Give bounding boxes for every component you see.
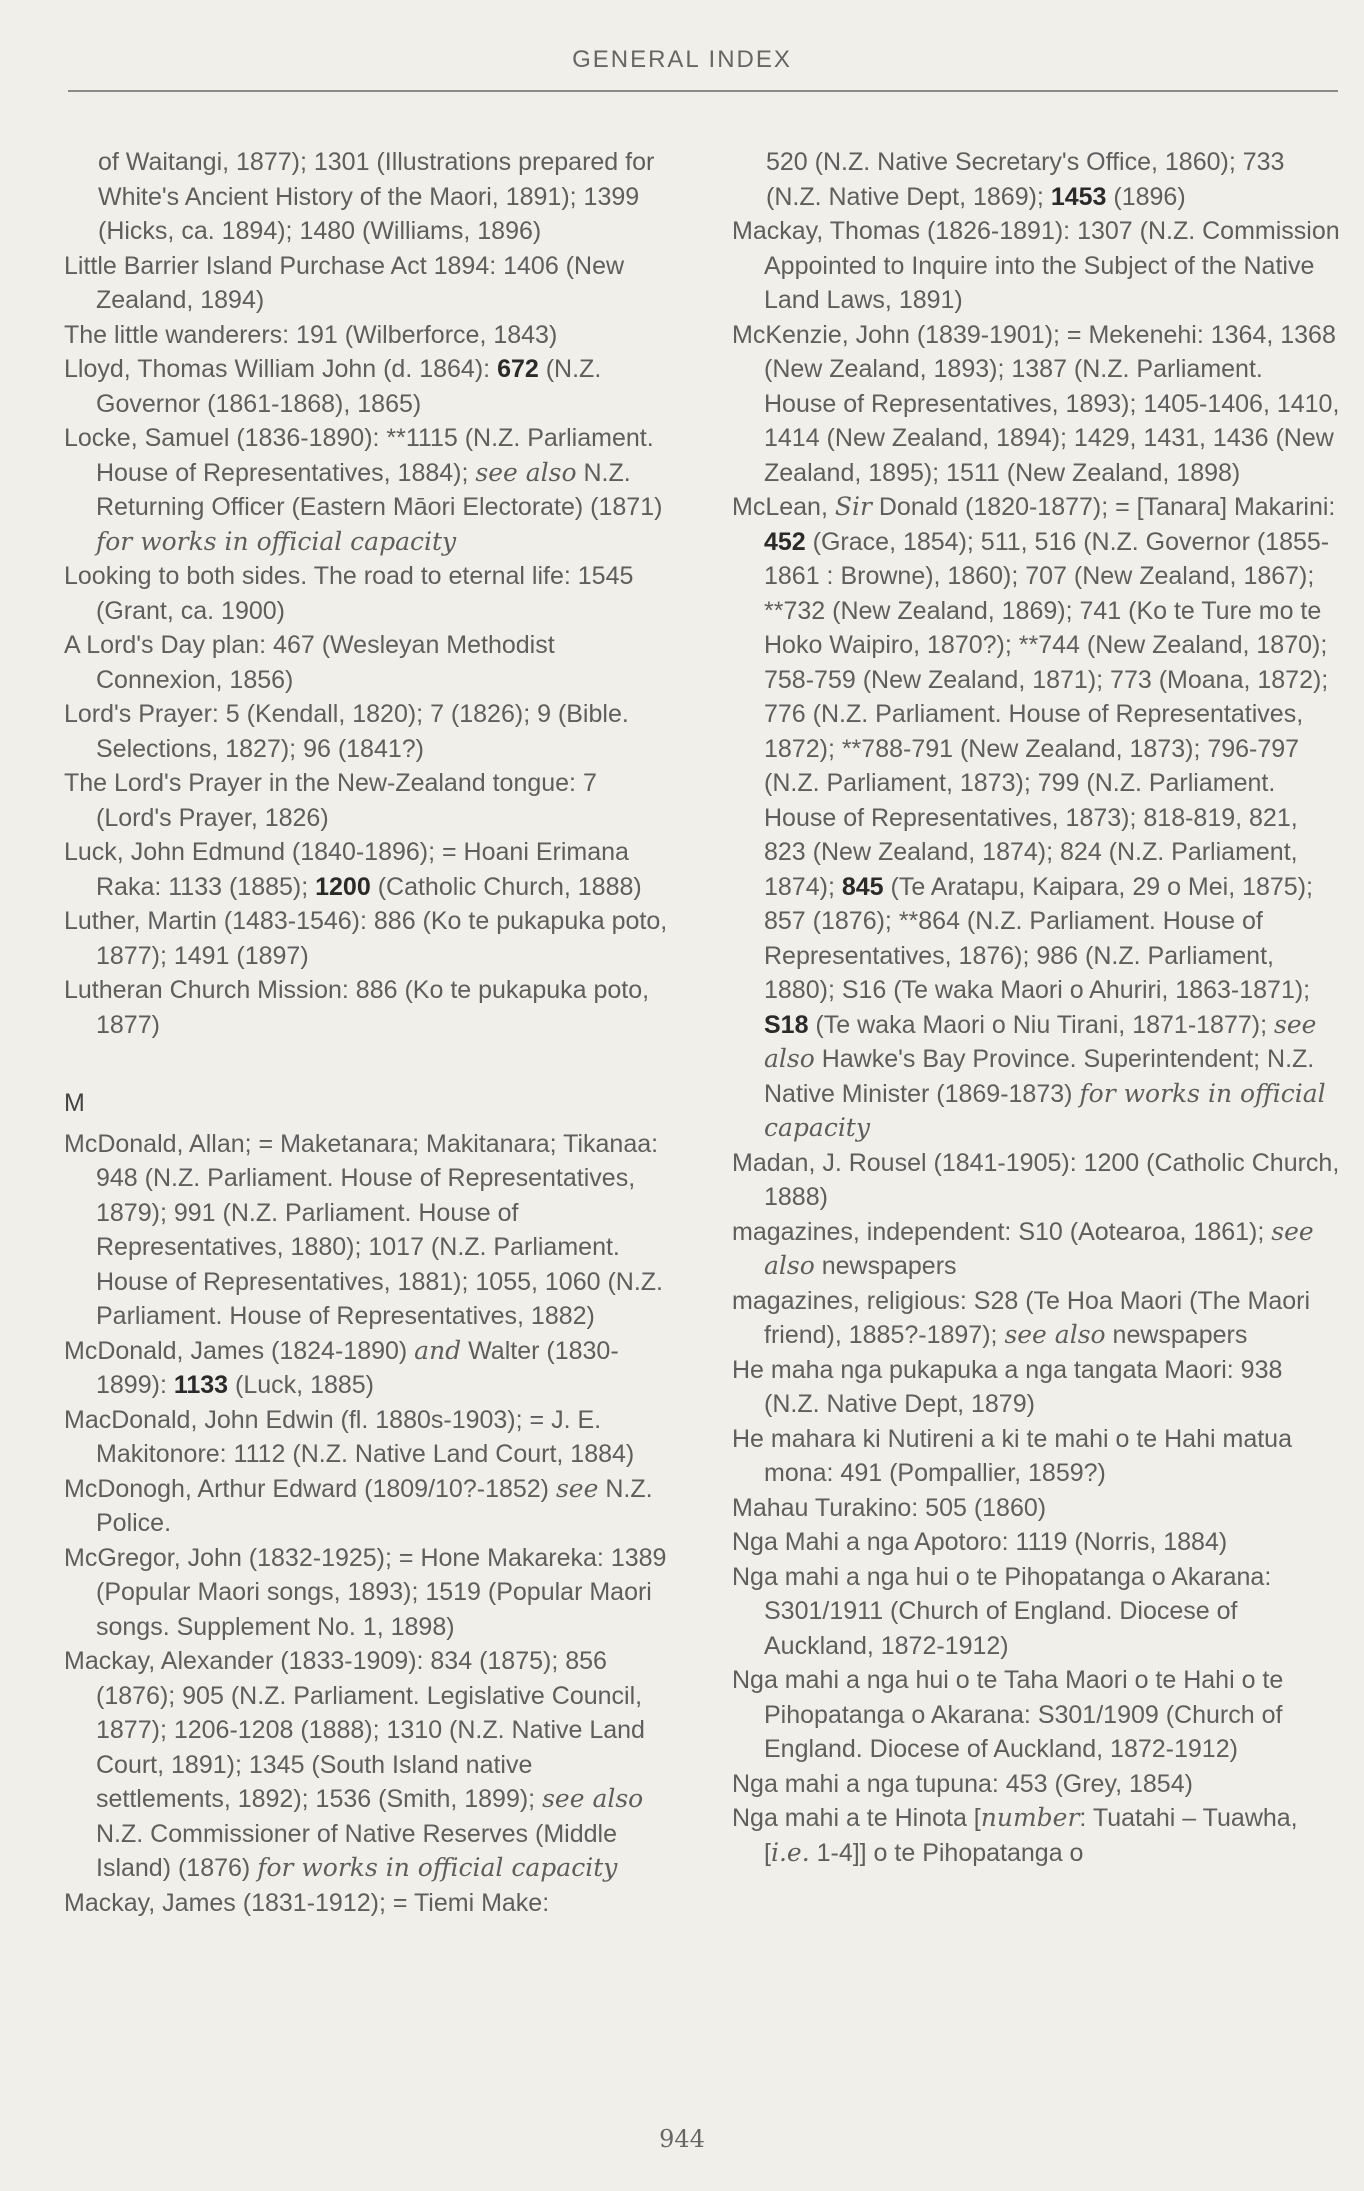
index-entry: Nga mahi a nga tupuna: 453 (Grey, 1854) bbox=[732, 1769, 1193, 1798]
index-entry-continuation: of Waitangi, 1877); 1301 (Illustrations prepared for White's Ancient History of the Maori, 1891); 1399 (Hicks, ca. 1894); 1480 (Williams, 1896) bbox=[98, 148, 655, 245]
index-entry: McDonald, Allan; = Maketanara; Makitanara; Tikanaa: 948 (N.Z. Parliament. House of Representatives, 1879); 991 (N.Z. Parliament. House of Representatives, 1880); 1017 (N.Z. Parliament. House of Representatives, 1881); 1055, 1060 (N.Z. Parliament. House of Representatives, 1882) bbox=[64, 1129, 663, 1330]
index-entry: Nga mahi a nga hui o te Taha Maori o te Hahi o te Pihopatanga o Akarana: S301/1909 (Church of England. Diocese of Auckland, 1872-1912) bbox=[732, 1666, 1284, 1763]
index-entry: Nga Mahi a nga Apotoro: 1119 (Norris, 1884) bbox=[732, 1528, 1228, 1556]
index-entry: Looking to both sides. The road to eternal life: 1545 (Grant, ca. 1900) bbox=[64, 562, 634, 625]
right-column bbox=[732, 145, 1342, 1870]
index-entry: Lord's Prayer: 5 (Kendall, 1820); 7 (1826); 9 (Bible. Selections, 1827); 96 (1841?) bbox=[64, 700, 629, 763]
index-entry: A Lord's Day plan: 467 (Wesleyan Methodist Connexion, 1856) bbox=[64, 631, 555, 694]
index-entry-continuation: 520 (N.Z. Native Secretary's Office, 1860); 733 (N.Z. Native Dept, 1869); 1453 (1896) bbox=[766, 148, 1285, 211]
index-entry: He maha nga pukapuka a nga tangata Maori: 938 (N.Z. Native Dept, 1879) bbox=[732, 1355, 1283, 1418]
section-letter: M bbox=[64, 1089, 85, 1117]
index-entry: Mackay, Thomas (1826-1891): 1307 (N.Z. Commission Appointed to Inquire into the Subject of the Native Land Laws, 1891) bbox=[732, 217, 1340, 314]
left-column bbox=[64, 145, 674, 1920]
index-entry: He mahara ki Nutireni a ki te mahi o te Hahi matua mona: 491 (Pompallier, 1859?) bbox=[732, 1424, 1292, 1487]
index-entry: MacDonald, John Edwin (fl. 1880s-1903); = J. E. Makitonore: 1112 (N.Z. Native Land Court, 1884) bbox=[64, 1405, 635, 1468]
index-entry: Lutheran Church Mission: 886 (Ko te pukapuka poto, 1877) bbox=[64, 976, 650, 1039]
index-entry: The Lord's Prayer in the New-Zealand tongue: 7 (Lord's Prayer, 1826) bbox=[64, 769, 597, 832]
index-entry: Luther, Martin (1483-1546): 886 (Ko te pukapuka poto, 1877); 1491 (1897) bbox=[64, 907, 668, 970]
index-entry: McLean, Sir Donald (1820-1877); = [Tanara] Makarini: 452 (Grace, 1854); 511, 516 (N.Z. Governor (1855-1861 : Browne), 1860); 707 (New Zealand, 1867); **732 (New Zealand, 1869); 741 (Ko te Ture mo te Hoko Waipiro, 1870?); **744 (New Zealand, 1870); 758-759 (New Zealand, 1871); 773 (Moana, 1872); 776 (N.Z. Parliament. House of Representatives, 1872); **788-791 (New Zealand, 1873); 796-797 (N.Z. Parliament, 1873); 799 (N.Z. Parliament. House of Representatives, 1873); 818-819, 821, 823 (New Zealand, 1874); 824 (N.Z. Parliament, 1874); 845 (Te Aratapu, Kaipara, 29 o Mei, 1875); 857 (1876); **864 (N.Z. Parliament. House of Representatives, 1876); 986 (N.Z. Parliament, 1880); S16 (Te waka Maori o Ahuriri, 1863-1871); S18 (Te waka Maori o Niu Tirani, 1871-1877); see also Hawke's Bay Province. Superintendent; N.Z. Native Minister (1869-1873) for works in official capacity bbox=[732, 492, 1336, 1142]
index-entry: McDonogh, Arthur Edward (1809/10?-1852) see N.Z. Police. bbox=[64, 1473, 653, 1537]
index-entry: Nga mahi a nga hui o te Pihopatanga o Akarana: S301/1911 (Church of England. Diocese of Auckland, 1872-1912) bbox=[732, 1562, 1272, 1660]
index-entry: McDonald, James (1824-1890) and Walter (1830-1899): 1133 (Luck, 1885) bbox=[64, 1335, 619, 1399]
index-entry: Mackay, Alexander (1833-1909): 834 (1875); 856 (1876); 905 (N.Z. Parliament. Legislative Council, 1877); 1206-1208 (1888); 1310 (N.Z. Native Land Court, 1891); 1345 (South Island native settlements, 1892); 1536 (Smith, 1899); see also N.Z. Commissioner of Native Reserves (Middle Island) (1876) for works in official capacity bbox=[64, 1647, 645, 1882]
index-entry: McKenzie, John (1839-1901); = Mekenehi: 1364, 1368 (New Zealand, 1893); 1387 (N.Z. Parliament. House of Representatives, 1893); 1405-1406, 1410, 1414 (New Zealand, 1894); 1429, 1431, 1436 (New Zealand, 1895); 1511 (New Zealand, 1898) bbox=[732, 320, 1340, 487]
index-entry: magazines, religious: S28 (Te Hoa Maori (The Maori friend), 1885?-1897); see also newspapers bbox=[732, 1286, 1311, 1349]
index-entry: Mahau Turakino: 505 (1860) bbox=[732, 1493, 1047, 1522]
index-entry: McGregor, John (1832-1925); = Hone Makareka: 1389 (Popular Maori songs, 1893); 1519 (Popular Maori songs. Supplement No. 1, 1898) bbox=[64, 1543, 667, 1641]
header-rule bbox=[68, 90, 1338, 92]
running-header: GENERAL INDEX bbox=[572, 46, 792, 73]
index-entry: Little Barrier Island Purchase Act 1894: 1406 (New Zealand, 1894) bbox=[64, 251, 625, 314]
index-entry: Madan, J. Rousel (1841-1905): 1200 (Catholic Church, 1888) bbox=[732, 1148, 1340, 1211]
index-entry: Locke, Samuel (1836-1890): **1115 (N.Z. Parliament. House of Representatives, 1884); see also N.Z. Returning Officer (Eastern Māori Electorate) (1871) for works in official capacity bbox=[64, 424, 663, 556]
index-entry: The little wanderers: 191 (Wilberforce, 1843) bbox=[64, 320, 558, 349]
page-number: 944 bbox=[659, 2125, 705, 2153]
index-entry: Lloyd, Thomas William John (d. 1864): 672 (N.Z. Governor (1861-1868), 1865) bbox=[64, 355, 602, 418]
index-entry: magazines, independent: S10 (Aotearoa, 1861); see also newspapers bbox=[732, 1216, 1314, 1280]
index-entry: Mackay, James (1831-1912); = Tiemi Make: bbox=[64, 1888, 550, 1917]
index-entry: Nga mahi a te Hinota [number: Tuatahi – Tuawha, [i.e. 1-4]] o te Pihopatanga o bbox=[732, 1803, 1298, 1867]
index-entry: Luck, John Edmund (1840-1896); = Hoani Erimana Raka: 1133 (1885); 1200 (Catholic Church, 1888) bbox=[64, 838, 642, 901]
